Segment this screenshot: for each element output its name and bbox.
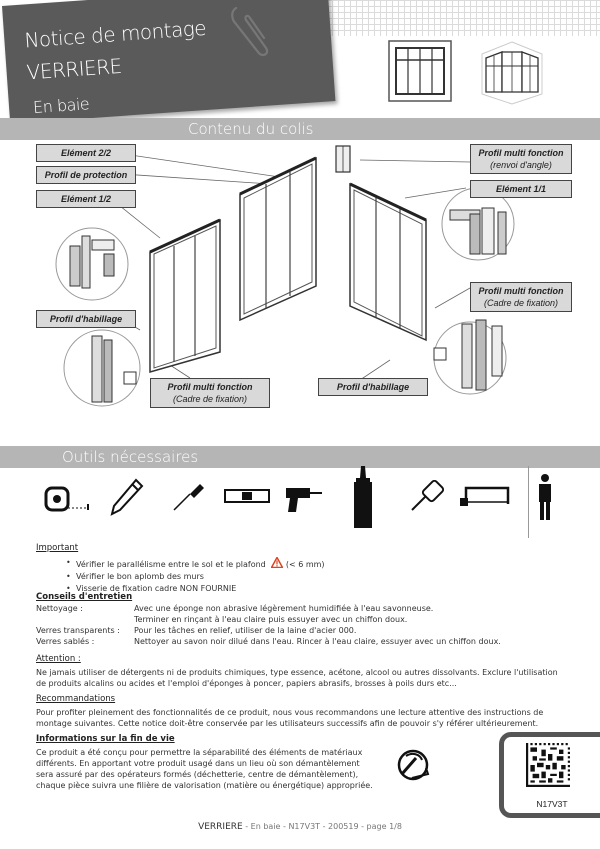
entretien-key: Nettoyage : [36,604,83,613]
panel-element-1-1 [350,184,426,340]
important-item: • Vérifier le bon aplomb des murs [66,571,566,583]
corner-profile [336,146,350,172]
important-list [66,557,566,595]
label-element-1-1: Elément 1/1 [470,180,572,198]
title-line-2: VERRIERE [25,53,123,85]
section-tools-title: Outils nécessaires [62,448,199,466]
panel-element-2-2 [240,158,316,320]
entretien-heading: Conseils d'entretien [36,592,133,602]
attention-text: Ne jamais utiliser de détergents ni de produits chimiques, type essence, acétone, alcool ou autres dissolvants. Exclure l'utilisation de produits alcalins ou acides et l'emploi d'éponges à poncer, papiers abrasifs, brosses à poils durs etc... [36,668,558,688]
entretien-value: Avec une éponge non abrasive légèrement humidifiée à l'eau savonneuse. [134,604,434,613]
recycling-triman-icon [392,744,434,786]
entretien-value: Pour les tâches en relief, utiliser de la laine d'acier 000. [134,626,357,635]
mallet-icon [408,480,446,514]
panel-element-1-2 [150,220,220,372]
label-element-2-2: Elément 2/2 [36,144,136,162]
important-item-text: Vérifier le parallélisme entre le sol et le plafond [76,560,266,569]
label-profil-mf-renvoi-line2: (renvoi d'angle) [490,160,552,170]
section-tools [0,446,600,468]
detail-circle-left-top [56,228,128,300]
label-profil-mf-renvoi [470,144,572,174]
section-contents [0,118,600,140]
tools-divider [528,466,529,538]
level-icon [224,488,270,504]
warning-icon [271,557,283,568]
paperclip-icon [228,2,272,62]
entretien-row [36,603,566,614]
label-profil-mf-cadre-left-line2: (Cadre de fixation) [172,394,248,404]
product-bay-thumbnail [480,40,544,106]
fin-de-vie-text: Ce produit a été conçu pour permettre la séparabilité des éléments de matériaux différents. En apportant votre produit usagé dans un lieu où son démantèlement sera assuré par des opérateurs formés (déchetterie, centre de démantèlement), chaque pièce suivra une filière de valorisation (matière ou énergétique) appropriée. [36,748,373,790]
sealant-cartridge-icon [348,466,378,530]
title-card [2,0,335,124]
entretien-value: Terminer en rinçant à l'eau claire puis essuyer avec un chiffon doux. [134,615,408,624]
attention-block [36,654,566,689]
tape-measure-icon [44,482,94,516]
entretien-row [36,614,566,625]
important-heading: Important [36,543,79,553]
important-item: • Visserie de fixation cadre NON FOURNIE [66,583,566,595]
entretien-block [36,592,566,647]
page-footer [0,822,600,832]
fin-de-vie-heading: Informations sur la fin de vie [36,734,175,744]
pencil-icon [110,478,144,516]
label-profil-mf-cadre-left [150,378,270,408]
title-line-1: Notice de montage [23,15,207,53]
hacksaw-icon [460,484,514,508]
product-front-thumbnail [388,40,452,102]
drill-icon [284,484,324,514]
entretien-key: Verres transparents : [36,626,120,635]
label-element-1-2: Elément 1/2 [36,190,136,208]
detail-circle-right-bottom [434,320,506,394]
section-contents-title: Contenu du colis [188,120,314,138]
tools-row [30,466,570,538]
label-profil-protection: Profil de protection [36,166,136,184]
product-code-label: N17V3T [536,799,568,809]
recommandations-text: Pour profiter pleinement des fonctionnalités de ce produit, nous vous recommandons une lecture attentive des instructions de montage suivantes. Cette notice doit-être conservée par les utilisateurs successifs afin de pouvoir s'y référer ultérieurement. [36,708,544,728]
label-profil-mf-cadre-right-line2: (Cadre de fixation) [483,298,559,308]
datamatrix-code [526,743,570,787]
label-profil-habillage-left: Profil d'habillage [36,310,136,328]
tolerance-text: (< 6 mm) [285,560,325,569]
label-profil-habillage-mid: Profil d'habillage [318,378,428,396]
important-item [66,557,566,571]
entretien-key [36,614,134,625]
entretien-key: Verres sablés : [36,637,95,646]
label-profil-mf-cadre-right-line1: Profil multi fonction [478,286,564,296]
footer-info: - En baie - N17V3T - 200519 - page 1/8 [242,822,402,831]
product-code-box [499,732,600,818]
attention-heading: Attention : [36,654,81,664]
detail-circle-right-top [442,188,514,260]
screwdriver-icon [170,480,206,514]
recommandations-block [36,694,566,729]
detail-circle-left-bottom [64,330,140,406]
entretien-value: Nettoyer au savon noir dilué dans l'eau. Rincer à l'eau claire, essuyer avec un chiffon doux. [134,637,501,646]
important-block [36,543,566,595]
entretien-row [36,636,566,647]
person-icon [536,474,554,520]
grid-background [290,0,600,36]
entretien-row [36,625,566,636]
label-profil-mf-renvoi-line1: Profil multi fonction [478,148,564,158]
title-line-3: En baie [32,94,90,118]
label-profil-mf-cadre-left-line1: Profil multi fonction [167,382,253,392]
label-profil-mf-cadre-right [470,282,572,312]
fin-de-vie-block [36,734,376,791]
recommandations-heading: Recommandations [36,694,116,704]
footer-brand: VERRIERE [198,822,243,832]
